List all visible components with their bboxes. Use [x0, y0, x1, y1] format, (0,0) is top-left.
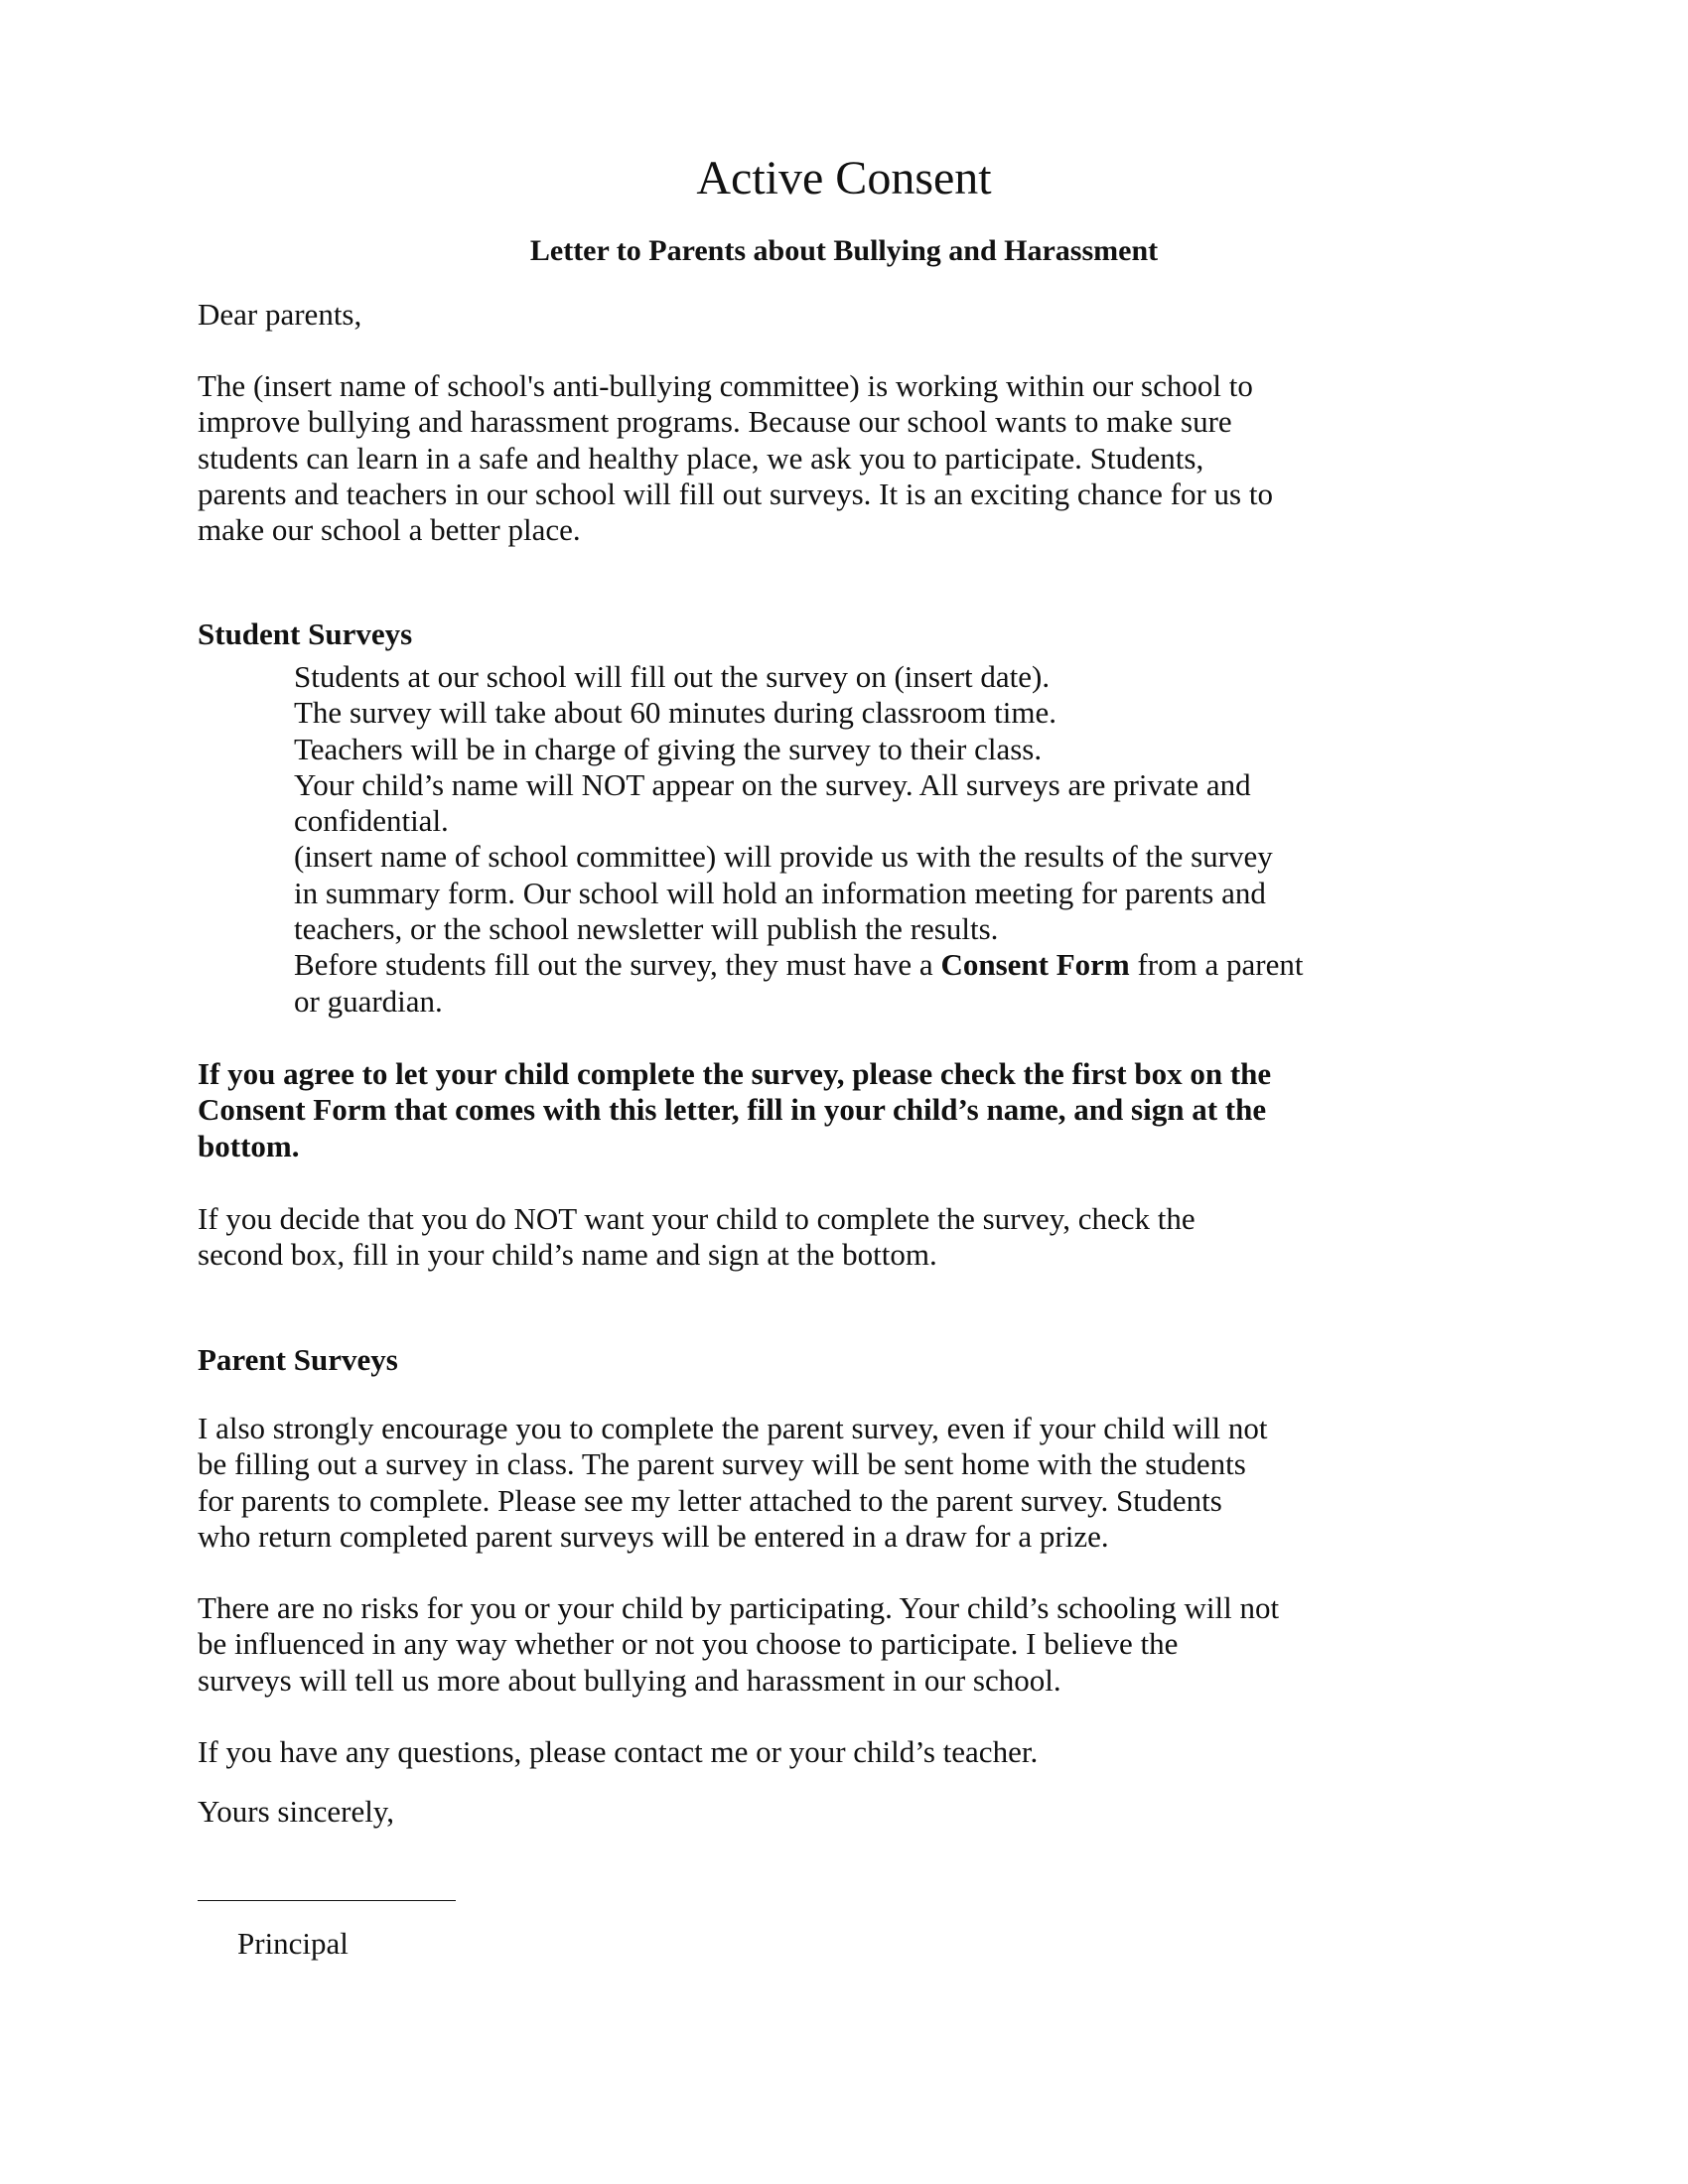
- questions-line: If you have any questions, please contact me or your child’s teacher.: [198, 1734, 1039, 1769]
- decline-paragraph: [198, 1201, 1196, 1274]
- list-item: teachers, or the school newsletter will publish the results.: [294, 911, 999, 947]
- text-line: parents and teachers in our school will fill out surveys. It is an exciting chance for us to: [198, 476, 1273, 511]
- list-item: Students at our school will fill out the survey on (insert date).: [294, 659, 1051, 694]
- text-line: students can learn in a safe and healthy place, we ask you to participate. Students,: [198, 440, 1204, 476]
- signature-title: Principal: [237, 1926, 349, 1961]
- text-line: be filling out a survey in class. The parent survey will be sent home with the students: [198, 1446, 1246, 1482]
- text: from a parent: [1129, 947, 1304, 983]
- list-item: Teachers will be in charge of giving the survey to their class.: [294, 731, 1043, 766]
- text: Before students fill out the survey, they must have a: [294, 947, 941, 983]
- text-line: There are no risks for you or your child by participating. Your child’s schooling will not: [198, 1590, 1280, 1625]
- salutation: Dear parents,: [198, 297, 362, 332]
- list-item: confidential.: [294, 803, 449, 839]
- text-line: I also strongly encourage you to complete the parent survey, even if your child will not: [198, 1411, 1268, 1445]
- parent-surveys-paragraph: [198, 1411, 1268, 1555]
- list-item: in summary form. Our school will hold an information meeting for parents and: [294, 875, 1266, 910]
- text-line: If you agree to let your child complete the survey, please check the first box on the: [198, 1056, 1272, 1091]
- text-line: who return completed parent surveys will be entered in a draw for a prize.: [198, 1518, 1109, 1554]
- text-line: surveys will tell us more about bullying and harassment in our school.: [198, 1662, 1061, 1698]
- list-item: (insert name of school committee) will provide us with the results of the survey: [294, 839, 1273, 875]
- parent-surveys-heading: Parent Surveys: [198, 1342, 398, 1377]
- text-line: improve bullying and harassment programs. Because our school wants to make sure: [198, 404, 1232, 440]
- document-title: Active Consent: [696, 152, 992, 205]
- text-line: The (insert name of school's anti-bullying committee) is working within our school to: [198, 368, 1253, 403]
- text-line: Consent Form that comes with this letter, fill in your child’s name, and sign at the: [198, 1092, 1267, 1128]
- student-surveys-list: [294, 659, 1303, 1020]
- risks-paragraph: [198, 1590, 1279, 1699]
- text-line: If you decide that you do NOT want your child to complete the survey, check the: [198, 1201, 1196, 1236]
- text-line: be influenced in any way whether or not you choose to participate. I believe the: [198, 1626, 1179, 1662]
- text-line: for parents to complete. Please see my letter attached to the parent survey. Students: [198, 1482, 1222, 1518]
- student-surveys-heading: Student Surveys: [198, 616, 413, 651]
- intro-paragraph: [198, 368, 1273, 548]
- text-line: make our school a better place.: [198, 512, 581, 548]
- text-line: second box, fill in your child’s name and sign at the bottom.: [198, 1237, 937, 1273]
- list-item: [294, 947, 1303, 983]
- document-subtitle: Letter to Parents about Bullying and Harassment: [529, 234, 1159, 267]
- list-item: or guardian.: [294, 983, 443, 1019]
- closing: Yours sincerely,: [198, 1794, 395, 1829]
- consent-form-emphasis: Consent Form: [940, 947, 1130, 983]
- signature-line: [198, 1900, 456, 1901]
- agree-paragraph: [198, 1056, 1271, 1164]
- text-line: bottom.: [198, 1128, 300, 1163]
- list-item: The survey will take about 60 minutes during classroom time.: [294, 695, 1056, 731]
- list-item: Your child’s name will NOT appear on the survey. All surveys are private and: [294, 766, 1251, 802]
